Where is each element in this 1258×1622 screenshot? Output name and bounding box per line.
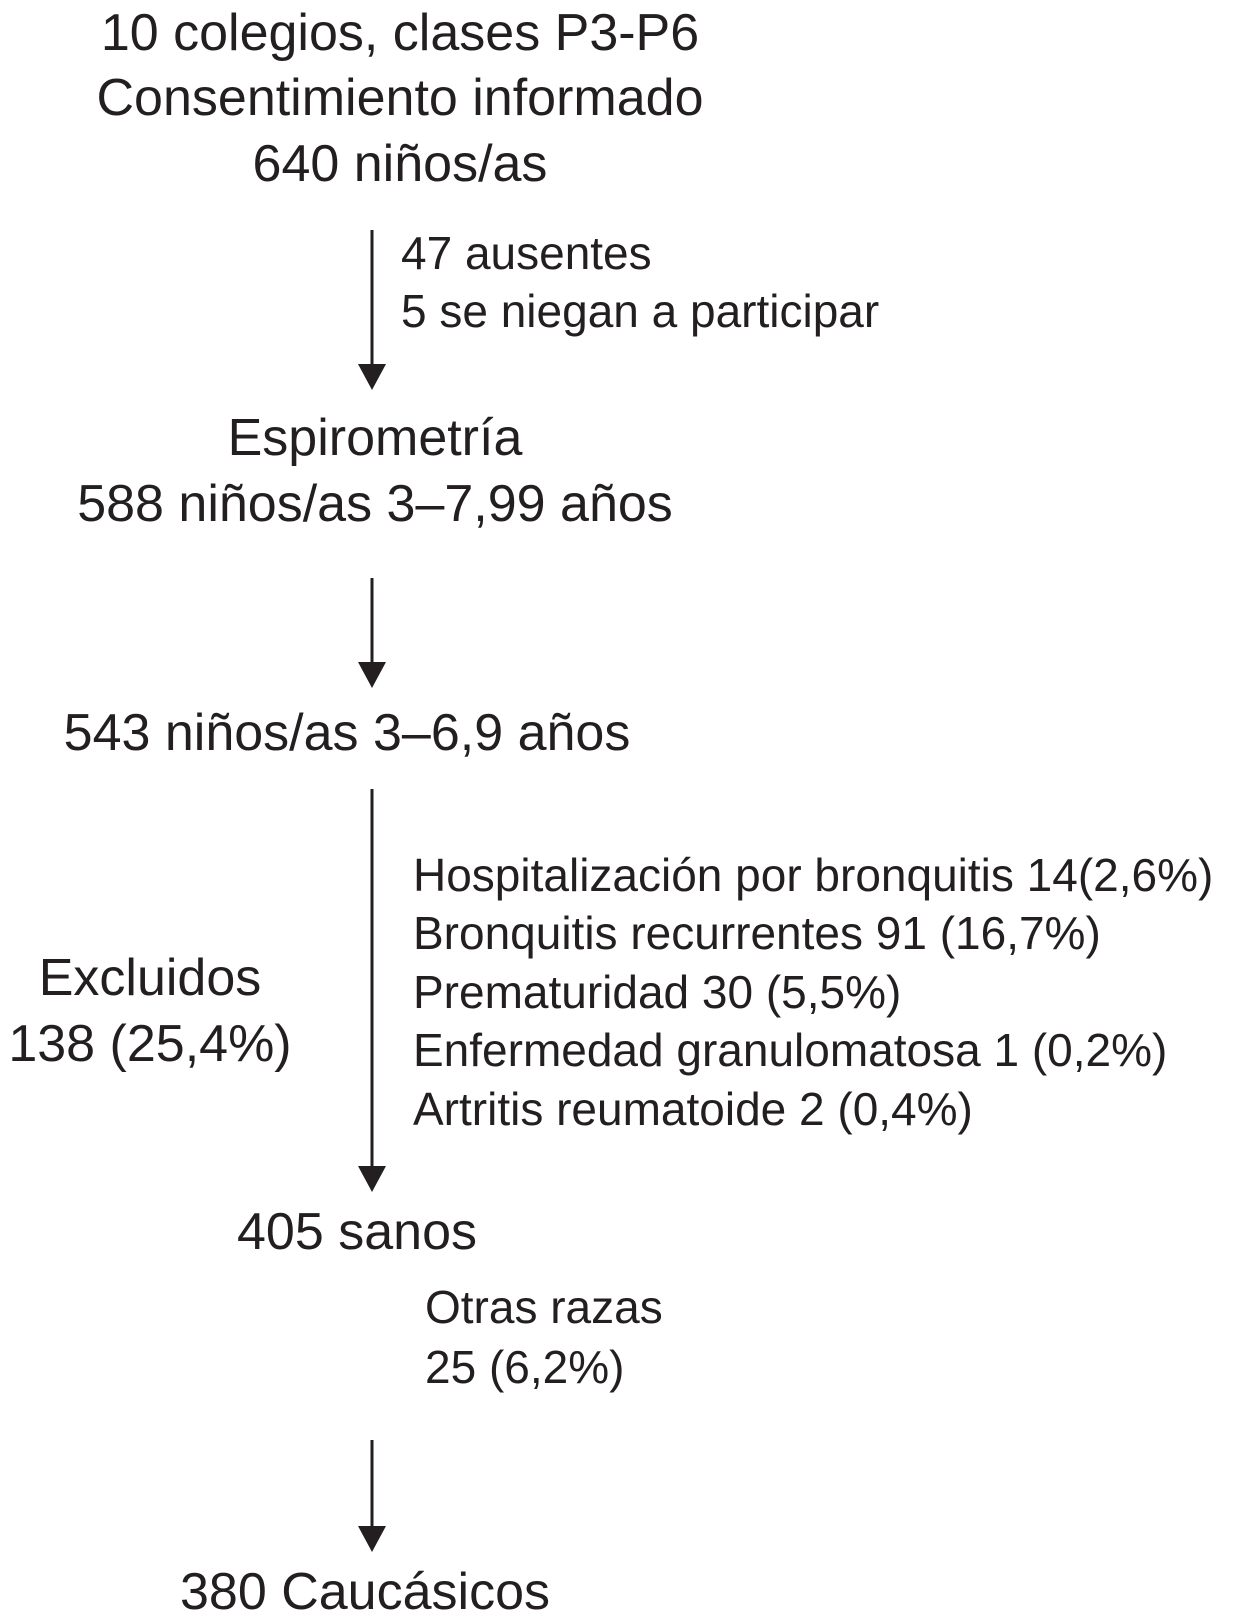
excluded-title: Excluidos xyxy=(38,949,262,1007)
excluded-reason: Bronquitis recurrentes 91 (16,7%) xyxy=(413,907,1101,959)
other-races-title: Otras razas xyxy=(425,1281,663,1333)
excluded-reason: Hospitalización por bronquitis 14(2,6%) xyxy=(413,849,1214,901)
start-line-count: 640 niños/as xyxy=(252,135,548,193)
exclusion-refused: 5 se niegan a participar xyxy=(401,285,880,337)
arrow-1-head xyxy=(358,364,386,390)
spirometry-title: Espirometría xyxy=(227,409,523,467)
start-line-colleges: 10 colegios, clases P3-P6 xyxy=(100,4,700,62)
exclusion-absent: 47 ausentes xyxy=(401,227,652,279)
spirometry-count: 588 niños/as 3–7,99 años xyxy=(77,475,673,533)
arrow-3-head xyxy=(358,1166,386,1192)
healthy-count: 405 sanos xyxy=(237,1203,477,1261)
excluded-count: 138 (25,4%) xyxy=(8,1015,292,1073)
arrow-4-head xyxy=(358,1526,386,1552)
excluded-reason: Prematuridad 30 (5,5%) xyxy=(413,966,902,1018)
excluded-reason: Enfermedad granulomatosa 1 (0,2%) xyxy=(413,1024,1168,1076)
arrow-2-head xyxy=(358,662,386,688)
final-count: 380 Caucásicos xyxy=(180,1563,550,1621)
start-line-consent: Consentimiento informado xyxy=(96,69,704,127)
excluded-reason: Artritis reumatoide 2 (0,4%) xyxy=(413,1083,973,1135)
subset-count: 543 niños/as 3–6,9 años xyxy=(63,704,631,762)
other-races-count: 25 (6,2%) xyxy=(425,1341,625,1393)
